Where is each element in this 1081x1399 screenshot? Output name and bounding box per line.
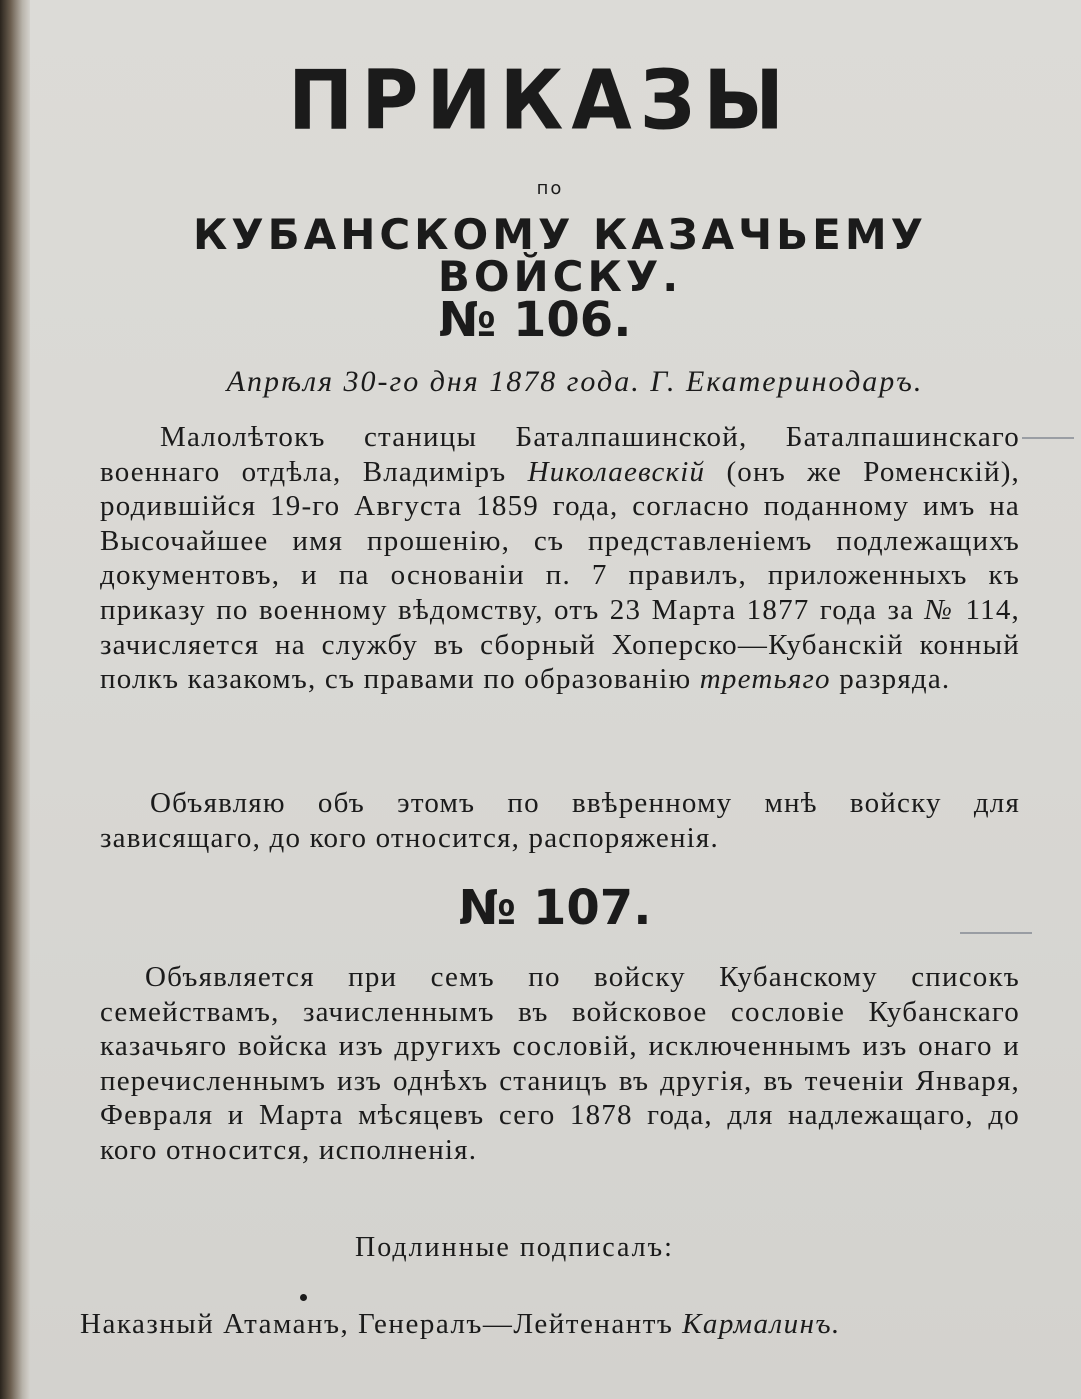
book-spine xyxy=(0,0,30,1399)
category-word: третьяго xyxy=(699,663,831,696)
signatory-title: Наказный Атаманъ, Генералъ—Лейтенантъ xyxy=(80,1308,683,1340)
signed-label: Подлинные подписалъ: xyxy=(355,1232,674,1263)
paragraph-text: 114, зачисляется на службу въ сборный Хоперско—Кубанскій конный полкъ казакомъ, съ правами по образованію xyxy=(100,593,1020,696)
signatory-name: Кармалинъ. xyxy=(682,1308,841,1340)
person-name: Николаевскій xyxy=(527,455,706,488)
order-107-number: № 107. xyxy=(458,880,652,936)
order-106-date: Апрѣля 30-го дня 1878 года. Г. Екатеринодаръ. xyxy=(226,365,924,398)
paragraph-text: разряда. xyxy=(830,663,951,696)
margin-mark xyxy=(1022,437,1074,439)
order-107-paragraph: Объявляется при семъ по войску Кубанскому списокъ семействамъ, зачисленнымъ въ войсковое сословіе Кубанскаго казачьяго войска изъ другихъ сословій, исключеннымъ изъ онаго и перечисленнымъ изъ однѣхъ станицъ въ другія, въ теченіи Января, Февраля и Марта мѣсяцевъ сего 1878 года, для надлежащаго, до кого относится, исполненія. xyxy=(100,961,1020,1166)
ink-spot xyxy=(300,1294,307,1301)
signature-line xyxy=(80,1308,841,1341)
margin-mark xyxy=(960,932,1032,934)
number-sign: № xyxy=(924,593,956,626)
page-title: ПРИКАЗЫ xyxy=(287,53,793,149)
order-106-number: № 106. xyxy=(438,292,632,348)
page-subtitle: КУБАНСКОМУ КАЗАЧЬЕМУ ВОЙСКУ. xyxy=(192,210,928,301)
paragraph-text: (онъ же Роменскій), родившійся 19-го Августа 1859 года, согласно поданному имъ на Высочайшее имя прошенію, съ представленіемъ подлежащихъ документовъ, и па основаніи п. 7 правилъ, приложенныхъ къ приказу по военному вѣдомству, отъ 23 Марта 1877 года за xyxy=(100,455,1020,626)
order-106-paragraph-1 xyxy=(100,420,1020,697)
title-preposition: по xyxy=(536,178,564,199)
order-106-paragraph-2: Объявляю объ этомъ по ввѣренному мнѣ войску для зависящаго, до кого относится, распоряженія. xyxy=(100,787,1020,854)
paragraph-text: Малолѣтокъ станицы Баталпашинской, Баталпашинскаго военнаго отдѣла, Владиміръ xyxy=(100,421,1020,488)
